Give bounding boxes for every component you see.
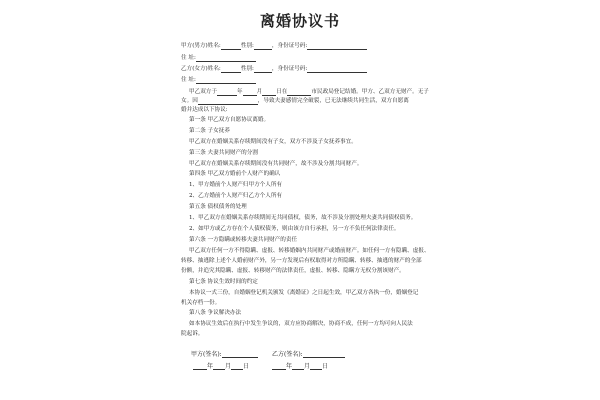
party-a-gender-blank[interactable]: [254, 44, 272, 50]
clause-6-line-1: 甲乙双方任何一方不得隐瞒、虚报、转移婚姻内共同财产或婚前财产。如任何一方有隐瞒、虚报、: [189, 248, 430, 254]
party-b-day-blank[interactable]: [310, 364, 322, 370]
intro-line-2: [181, 98, 409, 105]
clause-8-line-2: 院起诉。: [181, 331, 204, 337]
party-b-id-blank[interactable]: [307, 67, 367, 73]
party-a-id-label: 身份证号码:: [277, 43, 308, 49]
party-a-gender-label: 性别:: [240, 43, 254, 49]
clause-6-heading: 第六条 一方隐瞒或转移夫妻共同财产的责任: [189, 237, 298, 243]
day-label: 日: [243, 363, 250, 370]
party-b-row: 乙方(女方)姓名: 性别: ，身份证号码:: [181, 66, 367, 73]
party-b-address-label: 住 址:: [181, 77, 196, 83]
clause-3-text: 甲乙双方在婚姻关系存续期间没有共同财产，故不涉及分割共同财产。: [189, 161, 363, 167]
clause-7-line-2: 机关存档一份。: [181, 300, 221, 306]
marriage-month-blank[interactable]: [243, 90, 257, 96]
document-title: 离婚协议书: [259, 12, 340, 30]
clause-8-heading: 第八条 争议解决办法: [189, 310, 242, 316]
party-b-address-row: [181, 77, 256, 84]
clause-4-item-2: 2、乙方婚前个人财产归乙方个人所有: [189, 193, 283, 199]
party-b-name-blank[interactable]: [221, 67, 241, 73]
clause-4-item-1: 1、甲方婚前个人财产归甲方个人所有: [189, 182, 283, 188]
intro-text: ，导致夫妻感情完全破裂，已无法继续共同生活，双方自愿离: [257, 98, 409, 104]
month-label: 月: [256, 89, 263, 95]
party-b-date: [272, 361, 328, 370]
party-b-year-blank[interactable]: [272, 364, 286, 370]
party-a-row: 甲方(男方)姓名: 性别: ，身份证号码:: [181, 43, 367, 50]
clause-6-line-2: 转移、抽逃除上述个人婚前财产外，另一方发现后有权取得对方所隐瞒、转移、抽逃的财产的全部: [181, 258, 422, 264]
intro-text: 市民政局登记结婚。甲方、乙双方无财产。无子: [311, 89, 429, 95]
party-b-signature: [272, 349, 345, 358]
month-label: 月: [304, 363, 311, 370]
party-b-gender-label: 性别:: [240, 66, 254, 72]
party-a-signature-blank[interactable]: [222, 352, 258, 358]
clause-6-line-3: 份额，并追究其隐瞒、虚报、转移财产的法律责任，虚报、转移、隐瞒方无权分割该财产。: [181, 268, 405, 274]
marriage-year-blank[interactable]: [217, 90, 237, 96]
intro-line-1: [189, 89, 429, 96]
party-a-date: [193, 361, 249, 370]
party-a-address-row: [181, 55, 256, 62]
clause-2-heading: 第二条 子女抚养: [189, 128, 230, 134]
clause-1: 第一条 甲乙双方自愿协议离婚。: [189, 117, 270, 123]
party-a-address-label: 住 址:: [181, 55, 196, 61]
marriage-day-blank[interactable]: [262, 90, 276, 96]
party-a-name-blank[interactable]: [221, 44, 241, 50]
clause-7-line-1: 本协议一式三份，自婚姻登记机关颁发《离婚证》之日起生效，甲乙双方各执一份，婚姻登记: [189, 290, 419, 296]
party-a-month-blank[interactable]: [213, 364, 225, 370]
party-b-name-label: 乙方(女方)姓名:: [181, 66, 221, 72]
party-b-address-blank[interactable]: [196, 78, 256, 84]
party-a-year-blank[interactable]: [193, 364, 207, 370]
clause-5-item-1: 1、甲乙双方在婚姻关系存续期间无共同债权，债务，故不涉及分割处理夫妻共同债权债务。: [189, 215, 417, 221]
clause-7-heading: 第七条 协议生效时间的约定: [189, 279, 258, 285]
clause-8-line-1: 如本协议生效后在执行中发生争议的，双方应协商解决，协商不成，任何一方均可向人民法: [189, 321, 413, 327]
party-a-signature-label: 甲方(签名):: [191, 351, 222, 358]
party-b-signature-blank[interactable]: [303, 352, 345, 358]
clause-5-heading: 第五条 债权债务的处理: [189, 204, 247, 210]
clause-2-text: 甲乙双方在婚姻关系存续期间没有子女，双方不涉及子女抚养事宜。: [189, 139, 357, 145]
year-label: 年: [286, 363, 293, 370]
clause-3-heading: 第三条 夫妻共同财产的分割: [189, 150, 258, 156]
clause-5-item-2: 2、如甲方或乙方存在个人债权债务，则由该方自行承担，另一方不负任何法律责任。: [189, 226, 400, 232]
year-label: 年: [207, 363, 214, 370]
day-label: 日: [322, 363, 329, 370]
party-a-signature: [191, 349, 258, 358]
reason-blank[interactable]: [198, 99, 258, 105]
party-b-month-blank[interactable]: [292, 364, 304, 370]
intro-line-3: 婚并达成以下协议:: [181, 107, 228, 113]
city-blank[interactable]: [287, 90, 311, 96]
party-a-name-label: 甲方(男方)姓名:: [181, 43, 221, 49]
intro-text: 女。因: [181, 98, 198, 104]
day-label: 日在: [276, 89, 288, 95]
party-b-gender-blank[interactable]: [254, 67, 272, 73]
year-label: 年: [236, 89, 243, 95]
party-a-address-blank[interactable]: [196, 56, 256, 62]
party-a-day-blank[interactable]: [231, 364, 243, 370]
party-b-id-label: 身份证号码:: [277, 66, 308, 72]
month-label: 月: [225, 363, 232, 370]
party-a-id-blank[interactable]: [307, 44, 367, 50]
intro-text: 甲乙双方于: [189, 89, 217, 95]
clause-4-heading: 第四条 甲乙双方婚前个人财产的确认: [189, 171, 281, 177]
party-b-signature-label: 乙方(签名):: [272, 351, 303, 358]
